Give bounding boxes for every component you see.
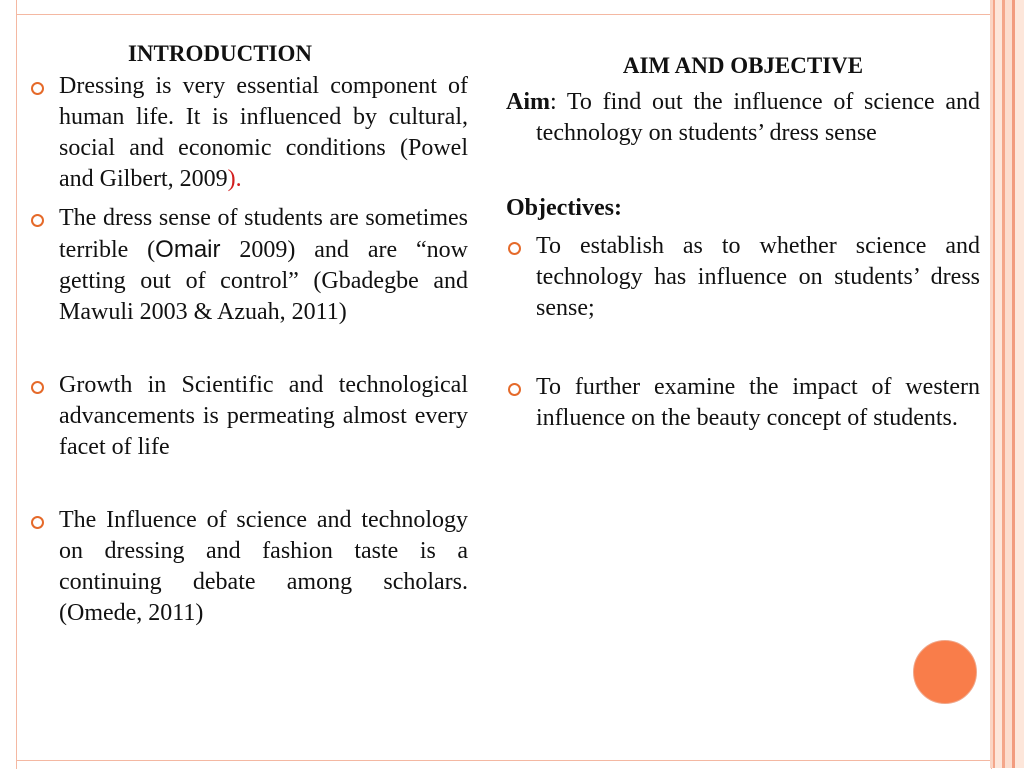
intro-bullet-2 (22, 203, 468, 328)
intro-bullet-1-suffix: ). (227, 166, 242, 192)
intro-bullet-2-post: 2009) and are “now getting out of control” (Gbadegbe and Mawuli 2003 & Azuah, 2011) (59, 237, 468, 325)
objective-bullet-1 (506, 231, 980, 324)
intro-bullet-1 (22, 71, 468, 195)
slide-frame-top (16, 0, 992, 15)
intro-bullet-2-cite: Omair (155, 236, 221, 263)
circle-bullet-icon (31, 381, 44, 394)
circle-bullet-icon (508, 242, 521, 255)
introduction-heading: INTRODUCTION (127, 41, 313, 66)
introduction-column (22, 38, 468, 629)
aim-paragraph (506, 87, 980, 149)
decorative-orange-circle (913, 640, 977, 704)
aim-label: Aim (506, 89, 550, 115)
intro-bullet-2-pre: The dress sense of students are sometimes terrible ( (59, 205, 468, 263)
aim-objective-column (506, 50, 980, 434)
objective-bullet-2 (506, 372, 980, 434)
objectives-label: Objectives: (506, 195, 622, 221)
intro-bullet-1-text: Dressing is very essential component of human life. It is influenced by cultural, social and economic conditions (Powel and Gilbert, 2009 (59, 73, 468, 192)
slide-frame-left (16, 14, 17, 760)
circle-bullet-icon (508, 383, 521, 396)
intro-bullet-4 (22, 505, 468, 629)
circle-bullet-icon (31, 516, 44, 529)
intro-bullet-3-text: Growth in Scientific and technological advancements is permeating almost every facet of life (59, 372, 468, 460)
decorative-stripes (990, 0, 1024, 768)
intro-bullet-4-text: The Influence of science and technology on dressing and fashion taste is a continuing debate among scholars.(Omede, 2011) (59, 507, 468, 626)
aim-text: : To find out the influence of science and technology on students’ dress sense (536, 89, 980, 146)
intro-bullet-3 (22, 370, 468, 463)
aim-objective-heading: AIM AND OBJECTIVE (622, 53, 864, 78)
objective-bullet-1-text: To establish as to whether science and technology has influence on students’ dress sense; (536, 233, 980, 321)
circle-bullet-icon (31, 82, 44, 95)
circle-bullet-icon (31, 214, 44, 227)
objective-bullet-2-text: To further examine the impact of western influence on the beauty concept of students. (536, 374, 980, 431)
